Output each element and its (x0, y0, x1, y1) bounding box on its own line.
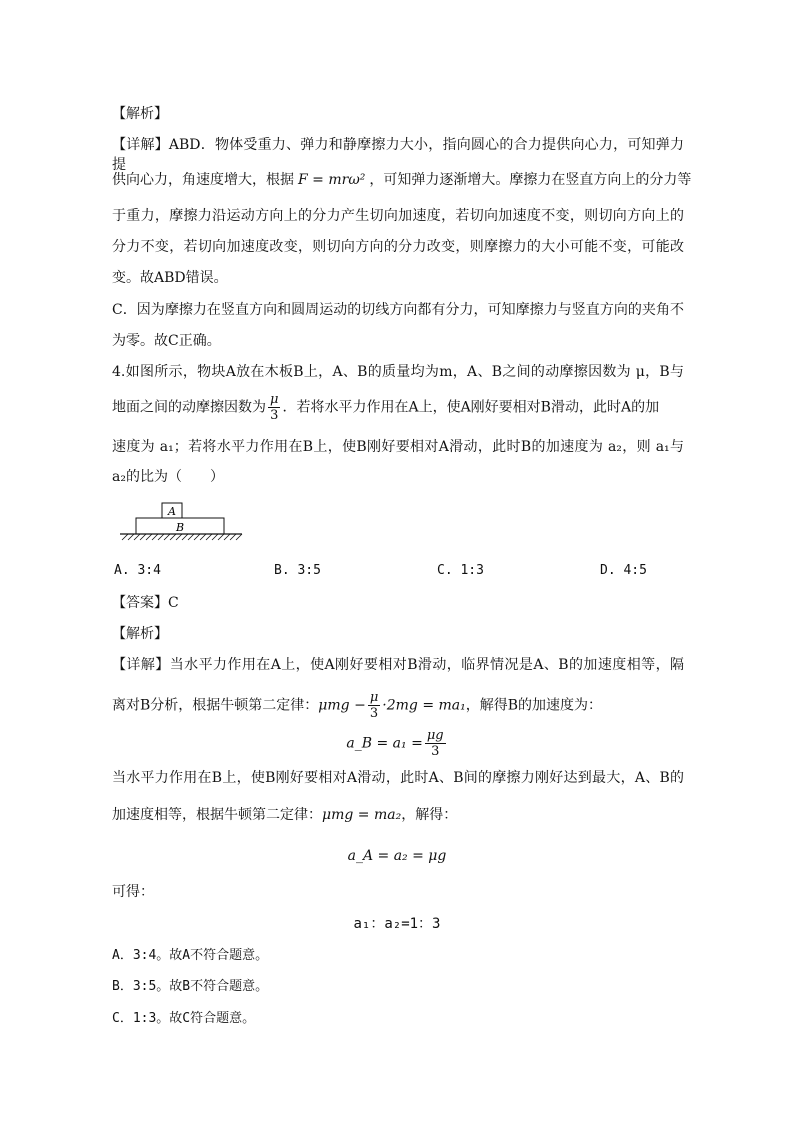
detail2-line-5: 可得： (112, 884, 154, 900)
analysis-heading-2: 【解析】 (112, 626, 168, 642)
choice-b: B. 3:5 (274, 563, 321, 578)
detail-line-2 (112, 170, 691, 190)
question-4-line-4: a₂的比为（ ） (112, 469, 224, 485)
detail-line-5: 变。故ABD错误。 (112, 270, 228, 286)
detail-line-2-text: 供向心力，角速度增大，根据 (112, 172, 294, 188)
detail-line-1: 【详解】ABD．物体受重力、弹力和静摩擦力大小，指向圆心的合力提供向心力，可知弹力提 (112, 137, 684, 173)
question-4-line-2-text: 地面之间的动摩擦因数为 (112, 399, 266, 416)
equation-1-part-b: ·2mg = ma₁ (382, 697, 466, 714)
ratio-result: a₁：a₂=1：3 (353, 916, 441, 932)
mu-over-3-fraction (268, 392, 280, 423)
equation-2-numerator: μg (426, 728, 444, 743)
equation-2-fraction (425, 728, 446, 759)
fraction-numerator: μ (270, 392, 279, 407)
question-4-line-2-tail: ．若将水平力作用在A上，使A刚好要相对B滑动，此时A的加 (282, 399, 660, 416)
equation-1-denominator: 3 (369, 706, 379, 721)
choice-d: D. 4:5 (600, 563, 647, 578)
answer-line: 【答案】C (112, 595, 179, 611)
equation-1-fraction (368, 690, 380, 721)
equation-1-numerator: μ (369, 690, 379, 705)
equation-2-left: a_B = a₁ = (346, 735, 423, 752)
detail2-line-4 (112, 805, 457, 825)
choice-a: A. 3:4 (114, 563, 161, 578)
result-a: A．3:4。故A不符合题意。 (112, 948, 269, 963)
option-c-explain-line-2: 为零。故C正确。 (112, 333, 221, 349)
detail2-line-2-tail: ，解得B的加速度为： (465, 697, 603, 714)
fraction-denominator: 3 (270, 408, 279, 423)
equation-3: μmg = ma₂ (322, 807, 402, 823)
detail2-line-3: 当水平力作用在B上，使B刚好要相对A滑动，此时A、B间的摩擦力刚好达到最大，A、B的 (112, 770, 684, 786)
board-b-label: B (175, 521, 185, 534)
question-4-line-2 (112, 392, 659, 423)
equation-1-part-a: μmg − (318, 697, 366, 714)
equation-4: a_A = a₂ = μg (347, 848, 447, 864)
equation-2-denominator: 3 (431, 744, 440, 759)
centripetal-formula: F = mrω² (298, 172, 366, 188)
detail-line-4: 分力不变，若切向加速度改变，则切向方向的分力改变，则摩擦力的大小可能不变，可能改 (112, 239, 684, 255)
analysis-heading: 【解析】 (112, 106, 168, 122)
result-c: C．1:3。故C符合题意。 (112, 1011, 256, 1026)
detail2-line-1: 【详解】当水平力作用在A上，使A刚好要相对B滑动，临界情况是A、B的加速度相等，隔 (112, 657, 684, 673)
detail2-line-4-text: 加速度相等，根据牛顿第二定律： (112, 807, 322, 823)
equation-2-block (0, 728, 794, 759)
choice-c: C. 1:3 (437, 563, 484, 578)
detail2-line-2 (112, 690, 602, 721)
option-c-explain-line-1: C．因为摩擦力在竖直方向和圆周运动的切线方向都有分力，可知摩擦力与竖直方向的夹角不 (112, 302, 684, 318)
question-4-line-3: 速度为 a₁；若将水平力作用在B上，使B刚好要相对A滑动，此时B的加速度为 a₂，则 a₁与 (112, 439, 684, 455)
ground-hatching (122, 534, 242, 540)
detail2-line-4-tail: ，解得： (401, 807, 458, 823)
block-a-label: A (168, 505, 176, 518)
detail-line-3: 于重力，摩擦力沿运动方向上的分力产生切向加速度，若切向加速度不变，则切向方向上的 (112, 208, 684, 224)
question-4-line-1: 4.如图所示，物块A放在木板B上，A、B的质量均为m，A、B之间的动摩擦因数为 μ，B与 (112, 364, 684, 380)
detail2-line-2-text: 离对B分析，根据牛顿第二定律： (112, 697, 319, 714)
detail-line-2-tail: ，可知弹力逐渐增大。摩擦力在竖直方向上的分力等 (369, 172, 692, 188)
result-b: B．3:5。故B不符合题意。 (112, 979, 269, 994)
block-board-figure (118, 500, 248, 544)
